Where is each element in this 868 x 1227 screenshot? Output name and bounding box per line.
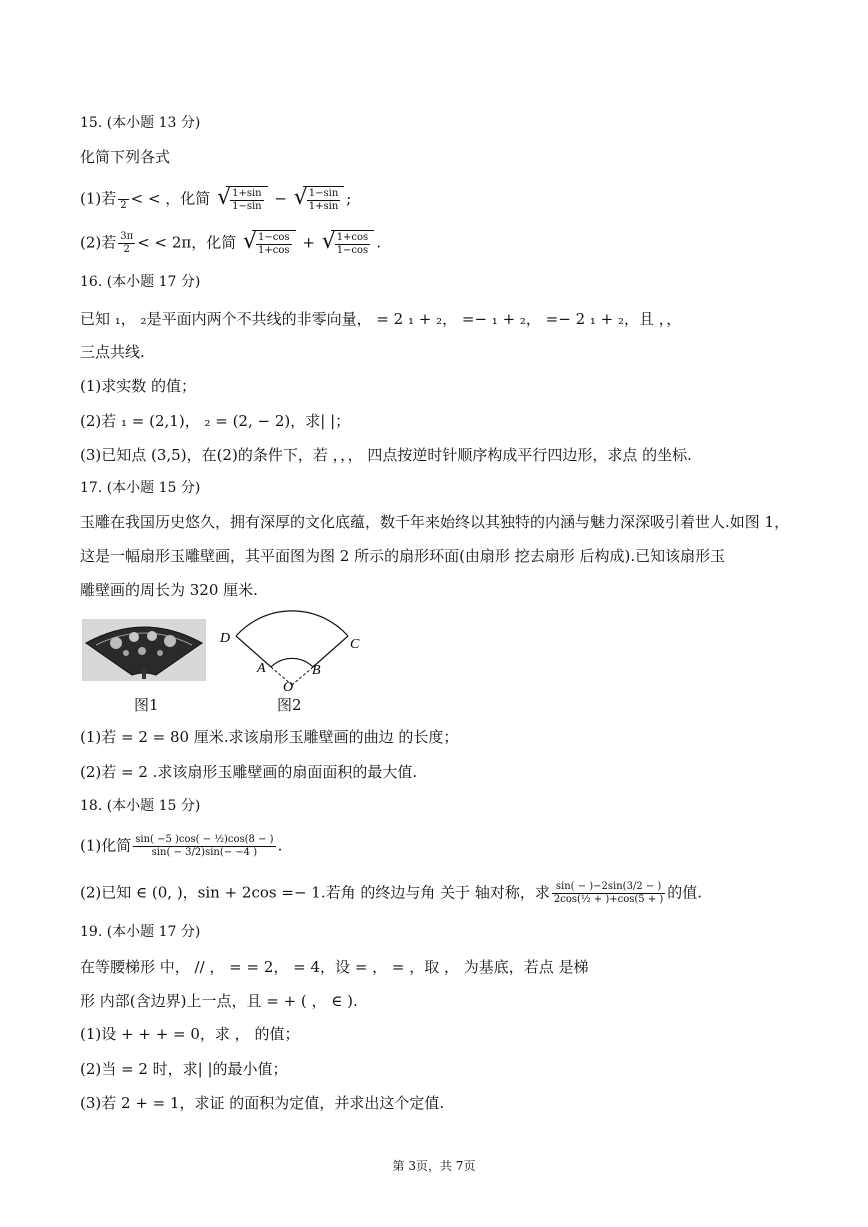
q15-p2-sqrt1: √ $\frac{1-\cos}{1+\cos}$ xyxy=(243,230,296,257)
label-d: D xyxy=(220,631,231,646)
q15-p2-sqrt2: √ $\frac{1+\cos}{1-\cos}$ xyxy=(322,230,375,257)
q15-p2-cond: < < 2π，化简 xyxy=(137,233,237,252)
q15-header: 15. (本小题 13 分) xyxy=(80,115,201,131)
q18-p1-end: . xyxy=(277,836,283,855)
q18-p1-fraction: $\frac{\text{sin( −5 )cos( − ½)cos(8 − )}}{\sin( - 3/2)\sin(- -4 )}$ xyxy=(135,834,274,858)
q17-line1: 玉雕在我国历史悠久，拥有深厚的文化底蕴，数千年来始终以其独特的内涵与魅力深深吸引着世人.如图 1， xyxy=(80,513,790,531)
fan-jade-carving-photo xyxy=(82,619,206,681)
figure1-caption: 图1 xyxy=(134,696,159,714)
q16-part1: (1)求实数 的值； xyxy=(80,377,197,395)
q18-p2-fraction: $\frac{\sin( - )-2\sin(3/2 - )}{\text{2cos(½ + )+cos(5 + )}}$ xyxy=(553,881,664,905)
q17-part2: (2)若 = 2 .求该扇形玉雕壁画的扇面面积的最大值. xyxy=(80,763,418,781)
q15-p1-end: ; xyxy=(346,189,352,208)
q15-p1-sqrt2: √ $\frac{1-\sin}{1+\sin}$ xyxy=(294,186,345,213)
q18-p2-end: 的值. xyxy=(667,883,703,902)
q16-line1: 已知 ₁， ₂是平面内两个不共线的非零向量， = 2 ₁ + ₂， =− ₁ + ₂， =− 2 ₁ + ₂，且 ，， xyxy=(80,310,682,328)
label-c: C xyxy=(350,637,360,652)
figure2-caption: 图2 xyxy=(277,696,302,714)
q16-part2: (2)若 ₁ = (2,1)， ₂ = (2, − 2)，求| |； xyxy=(80,412,351,430)
q16-header: 16. (本小题 17 分) xyxy=(80,274,201,290)
segment-bo xyxy=(292,667,313,685)
q15-p2-plus: + xyxy=(302,233,315,252)
q15-part2 xyxy=(80,230,381,257)
q15-p1-minus: − xyxy=(274,189,287,208)
label-b: B xyxy=(312,663,321,678)
q17-part1: (1)若 = 2 = 80 厘米.求该扇形玉雕壁画的曲边 的长度； xyxy=(80,728,459,746)
q15-p1-cond-fraction: 2 xyxy=(118,187,128,212)
q15-p2-end: . xyxy=(376,233,381,252)
q15-p2-prefix: (2)若 xyxy=(80,233,117,252)
segment-da xyxy=(236,636,271,667)
q15-p1-cond: < < ，化简 xyxy=(130,189,211,208)
arc-dc xyxy=(236,611,348,636)
q15-part1 xyxy=(80,186,351,213)
q15-intro: 化简下列各式 xyxy=(80,148,171,166)
arc-ab xyxy=(271,658,313,667)
q18-p2-text: (2)已知 ∈ (0, )，sin + 2cos =− 1.若角 的终边与角 关于 轴对称，求 xyxy=(80,883,550,902)
q16-line2: 三点共线. xyxy=(80,343,145,361)
q19-part2: (2)当 = 2 时，求| |的最小值； xyxy=(80,1060,288,1078)
label-o: O xyxy=(283,680,294,693)
q18-header: 18. (本小题 15 分) xyxy=(80,798,201,814)
q17-line3: 雕壁画的周长为 320 厘米. xyxy=(80,581,258,599)
q19-header: 19. (本小题 17 分) xyxy=(80,924,201,940)
q19-part3: (3)若 2 + = 1，求证 的面积为定值，并求出这个定值. xyxy=(80,1094,445,1112)
q19-line1: 在等腰梯形 中， // ， = = 2， = 4，设 = ， = ，取 ， 为基底，若点 是梯 xyxy=(80,958,589,976)
q19-part1: (1)设 + + + = 0，求 ， 的值； xyxy=(80,1025,300,1043)
q15-p1-prefix: (1)若 xyxy=(80,189,117,208)
page-footer: 第 3页，共 7页 xyxy=(392,1159,476,1173)
q16-part3: (3)已知点 (3,5)，在(2)的条件下，若 ，，， 四点按逆时针顺序构成平行四边形，求点 的坐标. xyxy=(80,446,692,464)
sector-ring-diagram xyxy=(212,598,372,693)
q18-part2 xyxy=(80,881,702,906)
q15-p2-fraction: $\frac{3\pi}{2}$ xyxy=(120,231,134,255)
q15-p1-sqrt1: √ $\frac{1+\sin}{1-\sin}$ xyxy=(217,186,268,213)
q17-header: 17. (本小题 15 分) xyxy=(80,480,201,496)
q17-line2: 这是一幅扇形玉雕壁画，其平面图为图 2 所示的扇形环面(由扇形 挖去扇形 后构成).已知该扇形玉 xyxy=(80,547,726,565)
q18-part1 xyxy=(80,834,282,859)
q18-p1-prefix: (1)化简 xyxy=(80,836,132,855)
label-a: A xyxy=(257,661,266,676)
q19-line2: 形 内部(含边界)上一点，且 = + ( ， ∈ ). xyxy=(80,992,358,1010)
